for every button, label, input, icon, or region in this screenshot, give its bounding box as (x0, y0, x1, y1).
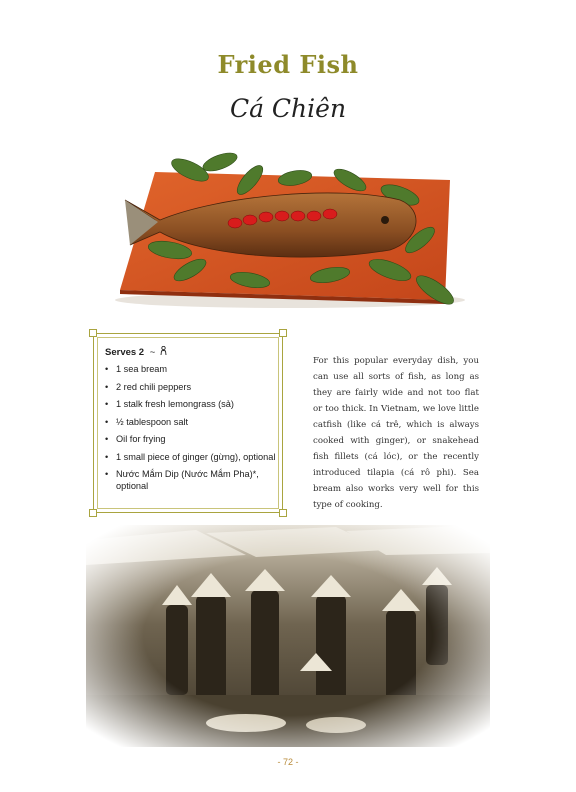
page-number: - 72 - (277, 757, 299, 767)
box-corner-ornament (89, 329, 97, 337)
person-icon (160, 346, 167, 356)
ingredient-item: • 1 sea bream (102, 364, 278, 376)
recipe-title-vietnamese: Cá Chiên (229, 94, 347, 123)
recipe-description (313, 353, 479, 513)
box-corner-ornament (279, 329, 287, 337)
serves-line (105, 346, 167, 358)
serves-label: Serves 2 (105, 347, 145, 358)
serves-tilde: ~ (149, 347, 156, 358)
ingredient-item: • 1 stalk fresh lemongrass (sả) (102, 399, 278, 411)
ingredient-item: • 1 small piece of ginger (gừng), optional (102, 452, 278, 464)
ingredient-item: • Oil for frying (102, 434, 278, 446)
recipe-title-english: Fried Fish (217, 50, 359, 79)
description-paragraph: For this popular everyday dish, you can use all sorts of fish, as long as they are fairly wide and not too flat or too thick. In Vietnam, we love little catfish (like cá trê, which is always cooked with ginger), or snakehead fish fillets (cá lóc), or the recently introduced tilapia (cá rô phi). Sea bream also works very well for this type of cooking. (313, 356, 479, 510)
ingredient-item: • 2 red chili peppers (102, 382, 278, 394)
box-corner-ornament (279, 509, 287, 517)
market-scene-photo (86, 525, 490, 747)
ingredients-list (102, 364, 278, 498)
box-corner-ornament (89, 509, 97, 517)
fried-fish-photo (100, 140, 480, 320)
ingredient-item: • Nước Mắm Dip (Nước Mắm Pha)*, optional (102, 469, 278, 492)
ingredient-item: • ½ tablespoon salt (102, 417, 278, 429)
